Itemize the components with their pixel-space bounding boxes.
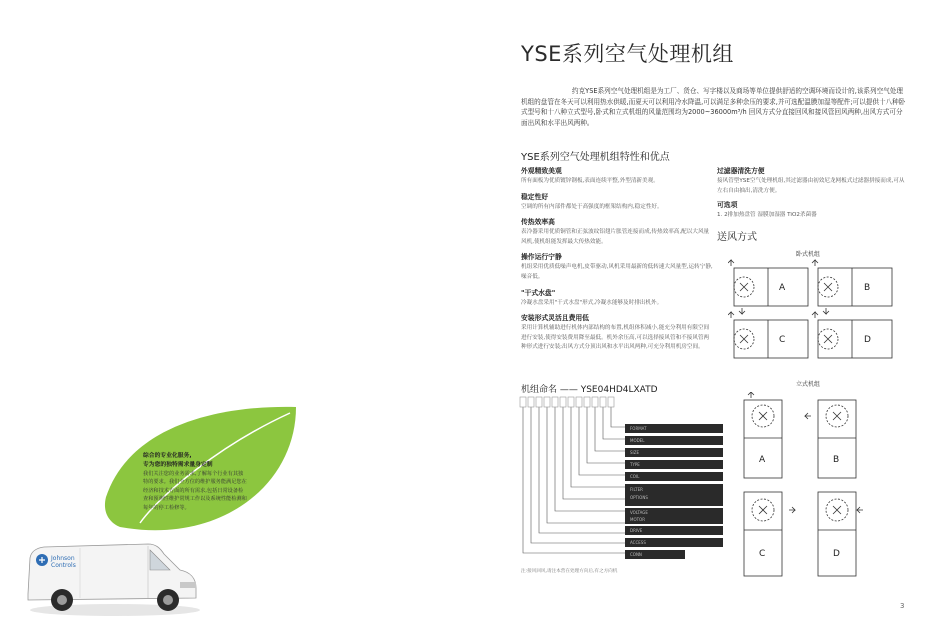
naming-code: SIZE <box>630 450 639 455</box>
intro-paragraph <box>521 86 906 128</box>
features-heading: YSE系列空气处理机组特性和优点 <box>521 152 670 163</box>
svg-text:C: C <box>759 549 766 559</box>
feature-title: 传热效率高 <box>521 218 555 227</box>
naming-bar <box>625 472 723 481</box>
diagram-label-a: A <box>779 283 786 293</box>
naming-code: DRIVE <box>630 528 643 533</box>
features-list <box>521 165 713 357</box>
service-heading-1: 综合的专业化服务, <box>143 453 192 459</box>
vertical-unit-diagram <box>736 392 866 582</box>
page-number: 3 <box>900 602 905 610</box>
feature-title: 操作运行宁静 <box>521 253 562 262</box>
diagram-label-b: B <box>864 283 871 293</box>
feature-title: 安装形式灵活且费用低 <box>521 314 589 323</box>
diagram-label-d: D <box>864 335 871 345</box>
svg-text:D: D <box>833 549 840 559</box>
filter-desc: 接风管型YSE空气处理机组,其过滤器由初效尼龙网板式过滤器拼接而成,可从左右自由抽出,清洗方便。 <box>717 178 905 194</box>
naming-code: MODEL <box>630 438 645 443</box>
naming-note: 注:接风回风,请注本营在处理方向后,有之方向机 <box>521 569 618 574</box>
feature-desc: 所有面板为优质镀锌钢板,表面连续平整,外型清新美观。 <box>521 178 659 184</box>
naming-title: 机组命名 —— YSE04HD4LXATD <box>521 385 658 395</box>
feature-desc: 采用计算机辅助进行机体内部结构的布置,机组体积减小,能充分利用有限空间进行安装,使得安装费用降至最低。机外余压高,可以选择接风管和不接风管两种形式进行安装;出风方式分顶出风和水平出风两种,可充分利用机房空间。 <box>521 325 710 351</box>
feature-desc: 冷凝水盘采用"干式水盘"形式,冷凝水能够及时排出机外。 <box>521 299 663 306</box>
naming-code: CONN <box>630 552 642 557</box>
feature-title: 外观精致美观 <box>521 167 562 175</box>
svg-text:A: A <box>759 455 766 465</box>
feature-title: "干式水盘" <box>521 288 556 297</box>
naming-code: ACCESS <box>630 540 646 545</box>
options-desc: 1. 2排加热盘管 湿膜加湿器 TiO2杀菌器 <box>717 212 817 219</box>
service-heading-2: 专为您的独特需求量身定制 <box>143 462 213 468</box>
horizontal-label: 卧式机组 <box>796 251 821 258</box>
van-logo-line2: Controls <box>51 562 76 569</box>
feature-desc: 机组采用优质低噪声电机,皮带驱动,风机采用最新的低转速大风量型,运转宁静,噪音低。 <box>521 264 713 280</box>
feature-desc: 空调的所有内部件都处于高强度的框架结构内,稳定性好。 <box>521 203 663 210</box>
airflow-heading: 送风方式 <box>717 232 757 243</box>
naming-code: FILTER <box>630 487 643 492</box>
naming-code: OPTIONS <box>630 495 648 500</box>
naming-code: MOTOR <box>630 517 645 522</box>
horizontal-unit-diagram <box>728 258 898 368</box>
service-van-image <box>20 536 200 618</box>
feature-title: 稳定性好 <box>521 192 549 201</box>
naming-bar <box>625 448 723 457</box>
van-logo-line1: Johnson <box>51 555 75 562</box>
service-text-block <box>143 452 247 512</box>
naming-tree <box>515 393 630 563</box>
naming-code: COIL <box>630 474 640 479</box>
naming-code: TYPE <box>630 462 640 467</box>
filter-title: 过滤器清洗方便 <box>717 167 765 175</box>
options-title: 可选项 <box>717 201 738 210</box>
vertical-label: 立式机组 <box>796 381 821 388</box>
feature-desc: 表冷器采用优质铜管和正弦波纹铝翅片胀管连接而成,传热效率高,配以大风量风机,使机组能发挥最大传热效能。 <box>521 229 710 245</box>
page-title: YSE系列空气处理机组 <box>521 42 734 66</box>
naming-code: FORMAT <box>630 426 647 431</box>
svg-text:B: B <box>833 455 840 465</box>
naming-code: VOLTAGE <box>630 510 648 515</box>
diagram-label-c: C <box>779 335 786 345</box>
filter-options-block <box>717 165 907 224</box>
intro-line1: 约克YSE系列空气处理机组是为工厂、货仓、写字楼以及商场等单位提供舒适的空调环境而设计的, <box>572 87 857 95</box>
intro-rest: 该系列空气处理机组的盘管在冬天可以利用热水供暖,而夏天可以利用冷水降温,可以满足多种余压的要求,并可选配温膜加湿等配件;可以提供十八种卧式型号和十八种立式型号,卧式和立式机组的风量范围均为2000~36000m³/h 回风方式分直接回风和接风管回风两种,出风方式可分面出风和水平出风两种。 <box>521 87 906 127</box>
service-body: 我们关注您的业务需求,了解每个行业有其独特的要求。我们全方位的维护服务能满足您在经济和技术方面的所有需求,包括日常设备检查和预测性维护常规工作以及系统性能检测和每年的停工检修等。 <box>143 471 247 511</box>
